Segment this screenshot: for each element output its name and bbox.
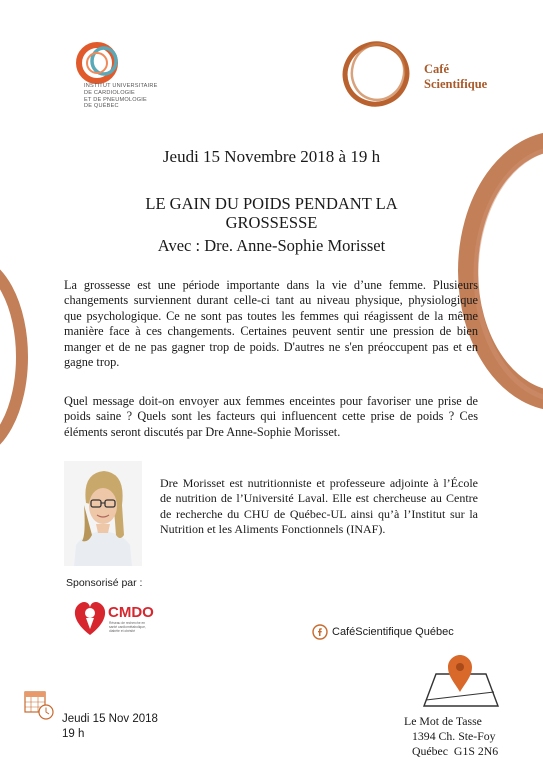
institute-line: INSTITUT UNIVERSITAIRE <box>84 83 158 89</box>
svg-text:diabète et obésité: diabète et obésité <box>109 629 136 633</box>
facebook-page-link[interactable]: CaféScientifique Québec <box>332 626 454 638</box>
footer-time-line: 19 h <box>62 728 85 740</box>
institute-name <box>84 83 164 110</box>
svg-text:santé cardiométabolique,: santé cardiométabolique, <box>109 625 146 629</box>
cafe-scientifique-logo <box>336 36 420 108</box>
decorative-ring-left <box>0 250 40 465</box>
venue-street: 1394 Ch. Ste-Foy <box>412 729 496 743</box>
event-datetime: Jeudi 15 Novembre 2018 à 19 h <box>162 147 381 166</box>
institute-line: DE QUÉBEC <box>84 103 119 110</box>
calendar-clock-icon <box>24 691 56 721</box>
svg-text:Réseau de recherche en: Réseau de recherche en <box>109 621 146 625</box>
footer-event-date <box>62 712 158 742</box>
venue-name: Le Mot de Tasse <box>404 714 482 728</box>
institute-line: ET DE PNEUMOLOGIE <box>84 96 147 103</box>
cafe-scientifique-name <box>424 62 487 92</box>
speaker-bio: Dre Morisset est nutritionniste et professeure adjointe à l’École de nutrition de l’Université Laval. Elle est chercheuse au Centre de recherche du CHU de Québec-UL ainsi qu’à l’Institut sur la Nutrition et les Aliments Fonctionnels (INAF). <box>160 476 478 536</box>
description-paragraph-1: La grossesse est une période importante dans la vie d’une femme. Plusieurs changements surviennent durant celle-ci tant au niveau physique, physiologique que psychologique. Ce ne sont pas toutes les femmes qui réagissent de la même manière face à ces changements. Certaines peuvent sentir une pression de bien manger et de ne pas gagner trop de poids. D'autres ne s'en préoccupent pas et en gagne trop. <box>64 278 478 370</box>
footer-date-line: Jeudi 15 Nov 2018 <box>62 713 158 725</box>
event-title: LE GAIN DU POIDS PENDANT LA GROSSESSE <box>145 194 398 232</box>
cafe-line: Scientifique <box>424 77 488 91</box>
venue-address <box>404 714 498 759</box>
svg-text:CMDO: CMDO <box>108 604 154 621</box>
decorative-ring-right <box>440 126 543 416</box>
facebook-icon[interactable] <box>312 624 328 640</box>
cafe-line: Café <box>424 62 449 76</box>
map-pin-icon <box>412 652 508 708</box>
venue-city: Québec G1S 2N6 <box>412 744 499 758</box>
description-paragraph-2: Quel message doit-on envoyer aux femmes enceintes pour favoriser une prise de poids saine ? Quels sont les facteurs qui influencent cette prise de poids ? Ces éléments seront discutés par Dre Anne-Sophie Morisset. <box>64 394 478 439</box>
speaker-photo <box>64 461 142 566</box>
iucpq-logo <box>76 42 126 84</box>
event-speaker: Avec : Dre. Anne-Sophie Morisset <box>157 236 386 255</box>
sponsor-label: Sponsorisé par : <box>66 577 143 589</box>
institute-line: DE CARDIOLOGIE <box>84 89 135 96</box>
cmdo-logo <box>70 595 182 641</box>
